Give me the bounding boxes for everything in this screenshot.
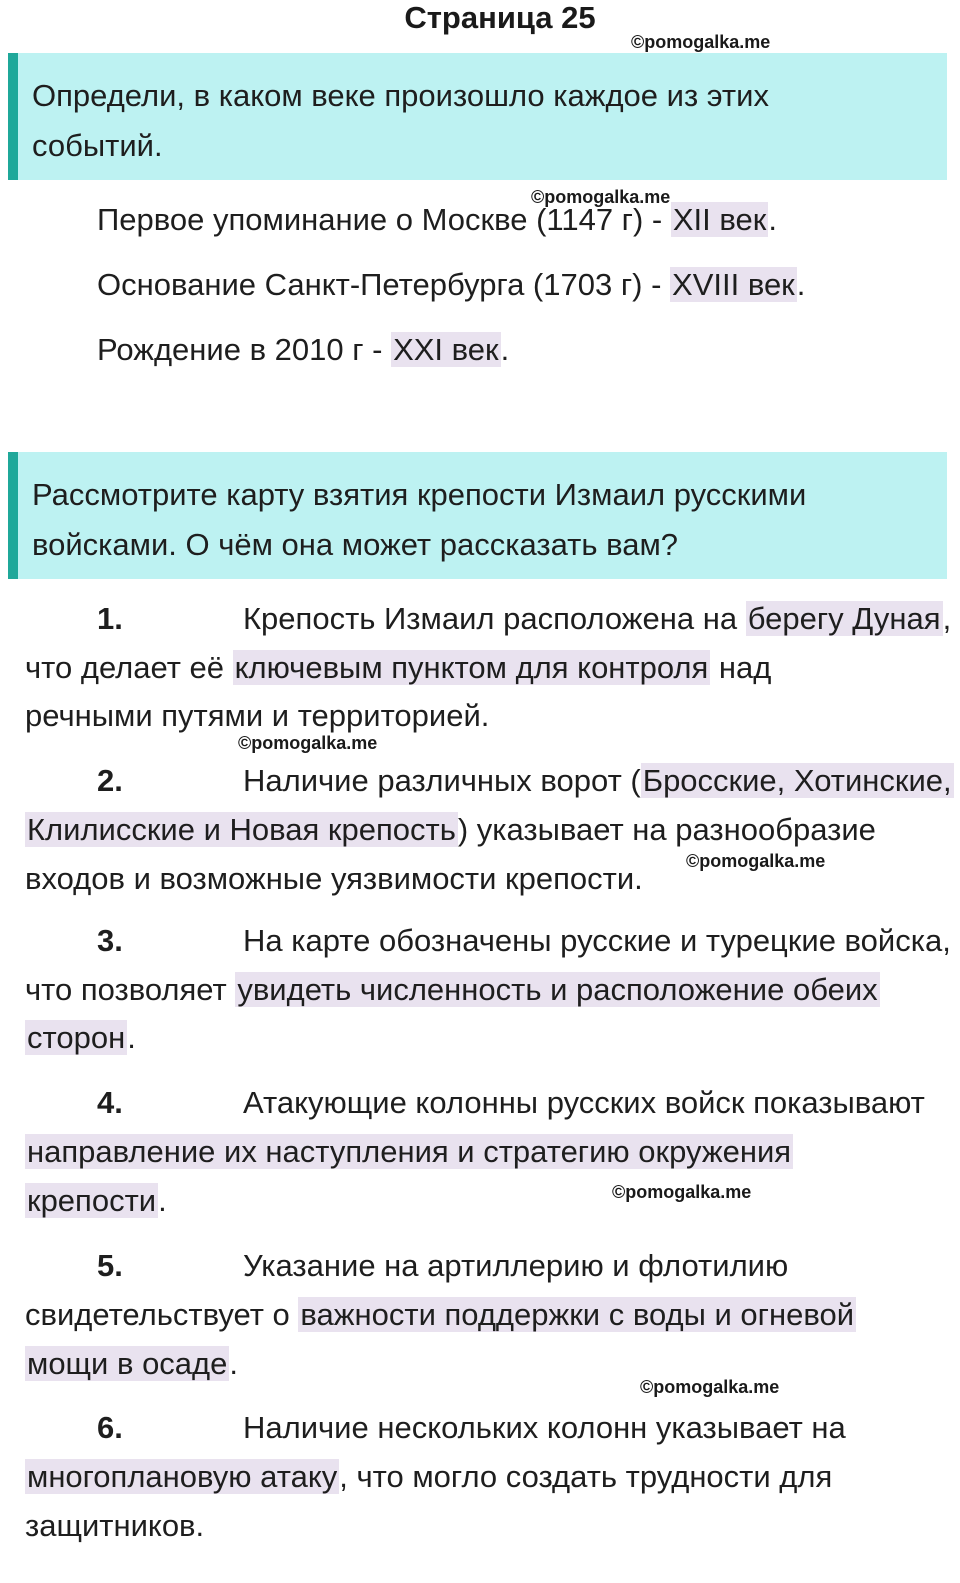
item-number: 2. [97, 763, 123, 798]
item-text: свидетельствует о [25, 1297, 299, 1332]
item-text: . [229, 1346, 239, 1381]
item-text: На карте обозначены русские и турецкие войска, [243, 923, 951, 958]
answer-text: Первое упоминание о Москве (1147 г) - [97, 202, 671, 237]
item-number: 3. [97, 923, 123, 958]
item-number: 5. [97, 1248, 123, 1283]
item-text: Указание на артиллерию и флотилию [243, 1248, 789, 1283]
item-text: , [942, 601, 952, 636]
item-text: Крепость Измаил расположена на [243, 601, 746, 636]
item-highlight: увидеть численность и расположение обеих [237, 972, 878, 1007]
answer-value: XVIII век [672, 267, 795, 302]
item-3-line-3 [25, 1016, 136, 1060]
item-6-line-1 [25, 1406, 846, 1450]
watermark: ©pomogalka.me [640, 1377, 780, 1397]
task-1-line: событий. [32, 128, 163, 163]
item-text: речными путями и территорией. [25, 698, 490, 733]
item-4-line-3 [25, 1179, 167, 1223]
item-text: над [710, 650, 772, 685]
item-highlight: сторон [27, 1020, 126, 1055]
item-text: входов и возможные уязвимости крепости. [25, 861, 643, 896]
item-6-line-3 [25, 1504, 204, 1548]
answer-end: . [768, 202, 777, 237]
answer-end: . [500, 332, 510, 367]
watermark: ©pomogalka.me [686, 851, 826, 871]
item-2-line-1 [25, 759, 954, 803]
item-highlight: важности поддержки с воды и огневой [300, 1297, 855, 1332]
item-highlight: многоплановую атаку [27, 1459, 338, 1494]
item-text: ) указывает на разнообразие [457, 812, 876, 847]
answer-end: . [796, 267, 806, 302]
answer-text: Рождение в 2010 г - [97, 332, 392, 367]
item-text: защитников. [25, 1508, 205, 1543]
watermark: ©pomogalka.me [631, 32, 771, 52]
item-1-line-1 [25, 597, 951, 641]
item-highlight: Клилисские и Новая крепость [27, 812, 456, 847]
item-highlight: ключевым пунктом для контроля [234, 650, 709, 685]
item-text: что делает её [25, 650, 233, 685]
answer-text: Основание Санкт-Петербурга (1703 г) - [97, 267, 671, 302]
item-5-line-2 [25, 1293, 856, 1337]
answer-moscow [97, 198, 777, 242]
item-highlight: крепости [27, 1183, 157, 1218]
watermark: ©pomogalka.me [612, 1182, 752, 1202]
item-5-line-3 [25, 1342, 238, 1386]
answer-value: XXI век [393, 332, 499, 367]
item-2-line-3 [25, 857, 643, 901]
item-number: 1. [97, 601, 123, 636]
task-2-line: войсками. О чём она может рассказать вам? [32, 527, 679, 562]
item-2-line-2 [25, 808, 876, 852]
item-text: Атакующие колонны русских войск показывают [243, 1085, 925, 1120]
item-text: Наличие нескольких колонн указывает на [243, 1410, 846, 1445]
item-text: Наличие различных ворот ( [243, 763, 641, 798]
watermark: ©pomogalka.me [531, 187, 671, 207]
task-2-line: Рассмотрите карту взятия крепости Измаил русскими [32, 477, 807, 512]
item-highlight: мощи в осаде [27, 1346, 228, 1381]
task-1-box [8, 53, 947, 180]
item-1-line-3 [25, 694, 489, 738]
item-5-line-1 [25, 1244, 788, 1288]
task-1-line: Определи, в каком веке произошло каждое из этих [32, 78, 769, 113]
item-highlight: берегу Дуная [747, 601, 941, 636]
item-text: . [158, 1183, 167, 1218]
page-title: Страница 25 [404, 0, 596, 35]
item-text: . [127, 1020, 136, 1055]
answer-spb [97, 263, 805, 307]
answer-birth [97, 328, 509, 372]
item-highlight: Бросские, Хотинские, [642, 763, 952, 798]
item-4-line-1 [25, 1081, 925, 1125]
item-3-line-1 [25, 919, 951, 963]
item-number: 4. [97, 1085, 123, 1120]
item-1-line-2 [25, 646, 771, 690]
item-text: что позволяет [25, 972, 236, 1007]
item-highlight: направление их наступления и стратегию окружения [27, 1134, 792, 1169]
item-3-line-2 [25, 968, 880, 1012]
item-text: , что могло создать трудности для [339, 1459, 833, 1494]
task-2-box [8, 452, 947, 579]
item-4-line-2 [25, 1130, 793, 1174]
watermark: ©pomogalka.me [238, 733, 378, 753]
answer-value: XII век [672, 202, 767, 237]
item-number: 6. [97, 1410, 123, 1445]
item-6-line-2 [25, 1455, 832, 1499]
